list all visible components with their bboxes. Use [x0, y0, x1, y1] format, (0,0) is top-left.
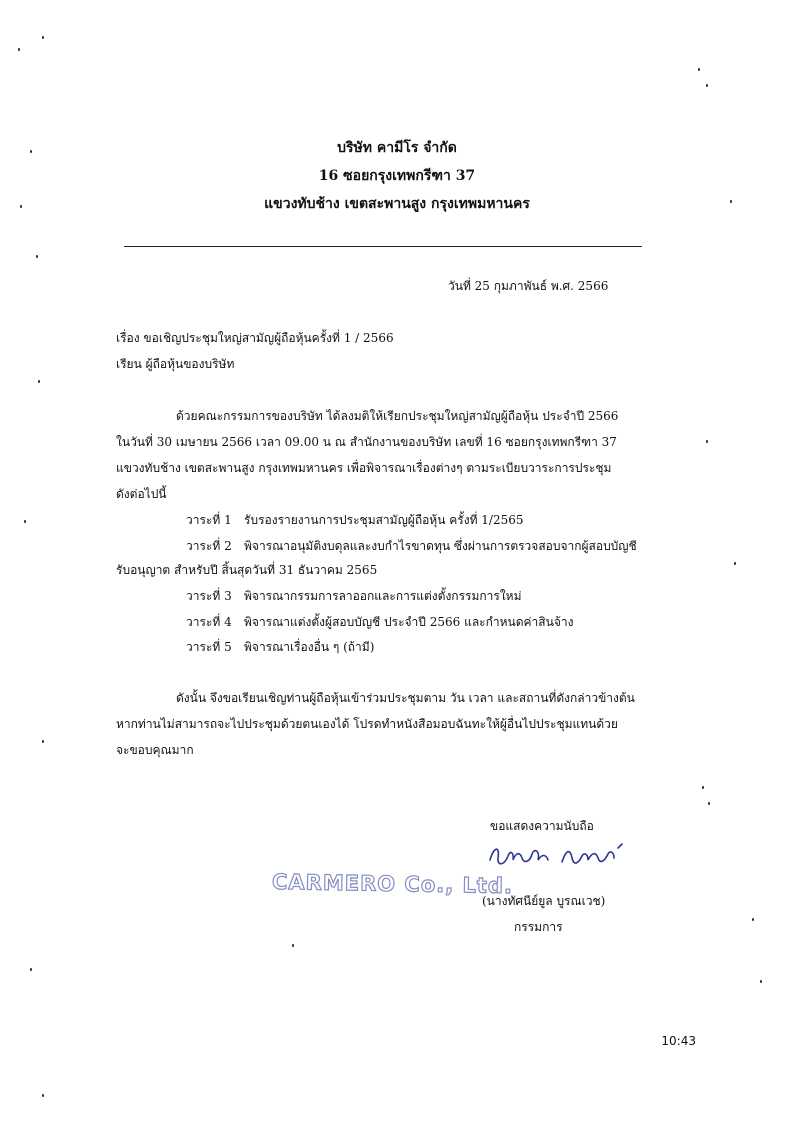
company-stamp	[272, 870, 513, 898]
scan-speck	[30, 150, 32, 153]
letter-subject: เรื่อง ขอเชิญประชุมใหญ่สามัญผู้ถือหุ้นครั้งที่ 1 / 2566	[116, 331, 394, 345]
scan-speck	[24, 520, 26, 523]
scan-speck	[760, 980, 762, 983]
agenda-label: วาระที่ 5	[186, 640, 232, 654]
scan-speck	[18, 48, 20, 51]
scan-speck	[698, 68, 700, 71]
header-divider	[124, 246, 642, 247]
intro-line: ในวันที่ 30 เมษายน 2566 เวลา 09.00 น ณ สำนักงานของบริษัท เลขที่ 16 ซอยกรุงเทพกรีฑา 37	[116, 435, 617, 449]
intro-line: ดังต่อไปนี้	[116, 487, 167, 501]
scan-speck	[734, 562, 736, 565]
scan-speck	[42, 36, 44, 39]
scan-speck	[708, 802, 710, 805]
handwritten-signature	[486, 838, 636, 878]
signer-name: (นางทัศนีย์ยูล บูรณเวช)	[482, 894, 606, 908]
agenda-text: รับรองรายงานการประชุมสามัญผู้ถือหุ้น ครั้งที่ 1/2565	[244, 513, 524, 527]
scan-speck	[20, 205, 22, 208]
agenda-text: พิจารณากรรมการลาออกและการแต่งตั้งกรรมการใหม่	[244, 589, 522, 603]
agenda-label: วาระที่ 1	[186, 513, 232, 527]
agenda-label: วาระที่ 3	[186, 589, 232, 603]
closing-line: หากท่านไม่สามารถจะไปประชุมด้วยตนเองได้ โปรดทำหนังสือมอบฉันทะให้ผู้อื่นไปประชุมแทนด้วย	[116, 717, 618, 731]
closing-line: ดังนั้น จึงขอเรียนเชิญท่านผู้ถือหุ้นเข้าร่วมประชุมตาม วัน เวลา และสถานที่ดังกล่าวข้างต้น	[176, 691, 635, 705]
intro-line: แขวงทับช้าง เขตสะพานสูง กรุงเทพมหานคร เพื่อพิจารณาเรื่องต่างๆ ตามระเบียบวาระการประชุม	[116, 461, 612, 475]
signer-title: กรรมการ	[514, 920, 563, 934]
scan-speck	[292, 944, 294, 947]
scan-speck	[38, 380, 40, 383]
scan-speck	[42, 1094, 44, 1097]
agenda-text: พิจารณาแต่งตั้งผู้สอบบัญชี ประจำปี 2566 และกำหนดค่าสินจ้าง	[244, 615, 574, 629]
agenda-label: วาระที่ 4	[186, 615, 232, 629]
closing-line: จะขอบคุณมาก	[116, 743, 194, 757]
scan-speck	[752, 918, 754, 921]
scan-speck	[706, 84, 708, 87]
complimentary-close: ขอแสดงความนับถือ	[490, 819, 594, 833]
intro-line: ด้วยคณะกรรมการของบริษัท ได้ลงมติให้เรียกประชุมใหญ่สามัญผู้ถือหุ้น ประจำปี 2566	[176, 409, 619, 423]
scan-speck	[706, 440, 708, 443]
scan-speck	[42, 740, 44, 743]
agenda-text-continuation: รับอนุญาต สำหรับปี สิ้นสุดวันที่ 31 ธันวาคม 2565	[116, 563, 378, 577]
agenda-text: พิจารณาอนุมัติงบดุลและงบกำไรขาดทุน ซึ่งผ่านการตรวจสอบจากผู้สอบบัญชี	[244, 539, 637, 553]
letter-recipient: เรียน ผู้ถือหุ้นของบริษัท	[116, 357, 235, 371]
scan-speck	[702, 786, 704, 789]
footer-timestamp: 10:43	[661, 1034, 696, 1048]
agenda-label: วาระที่ 2	[186, 539, 232, 553]
letter-date: วันที่ 25 กุมภาพันธ์ พ.ศ. 2566	[448, 279, 609, 293]
scan-speck	[730, 200, 732, 203]
stamp-text: CARMERO Co., Ltd.	[271, 869, 514, 899]
agenda-text: พิจารณาเรื่องอื่น ๆ (ถ้ามี)	[244, 640, 375, 654]
company-address-line2: แขวงทับช้าง เขตสะพานสูง กรุงเทพมหานคร	[264, 196, 530, 212]
company-name: บริษัท คามีโร จำกัด	[337, 140, 457, 156]
company-address-line1: 16 ซอยกรุงเทพกรีฑา 37	[318, 168, 476, 184]
scan-speck	[30, 968, 32, 971]
scan-speck	[36, 255, 38, 258]
